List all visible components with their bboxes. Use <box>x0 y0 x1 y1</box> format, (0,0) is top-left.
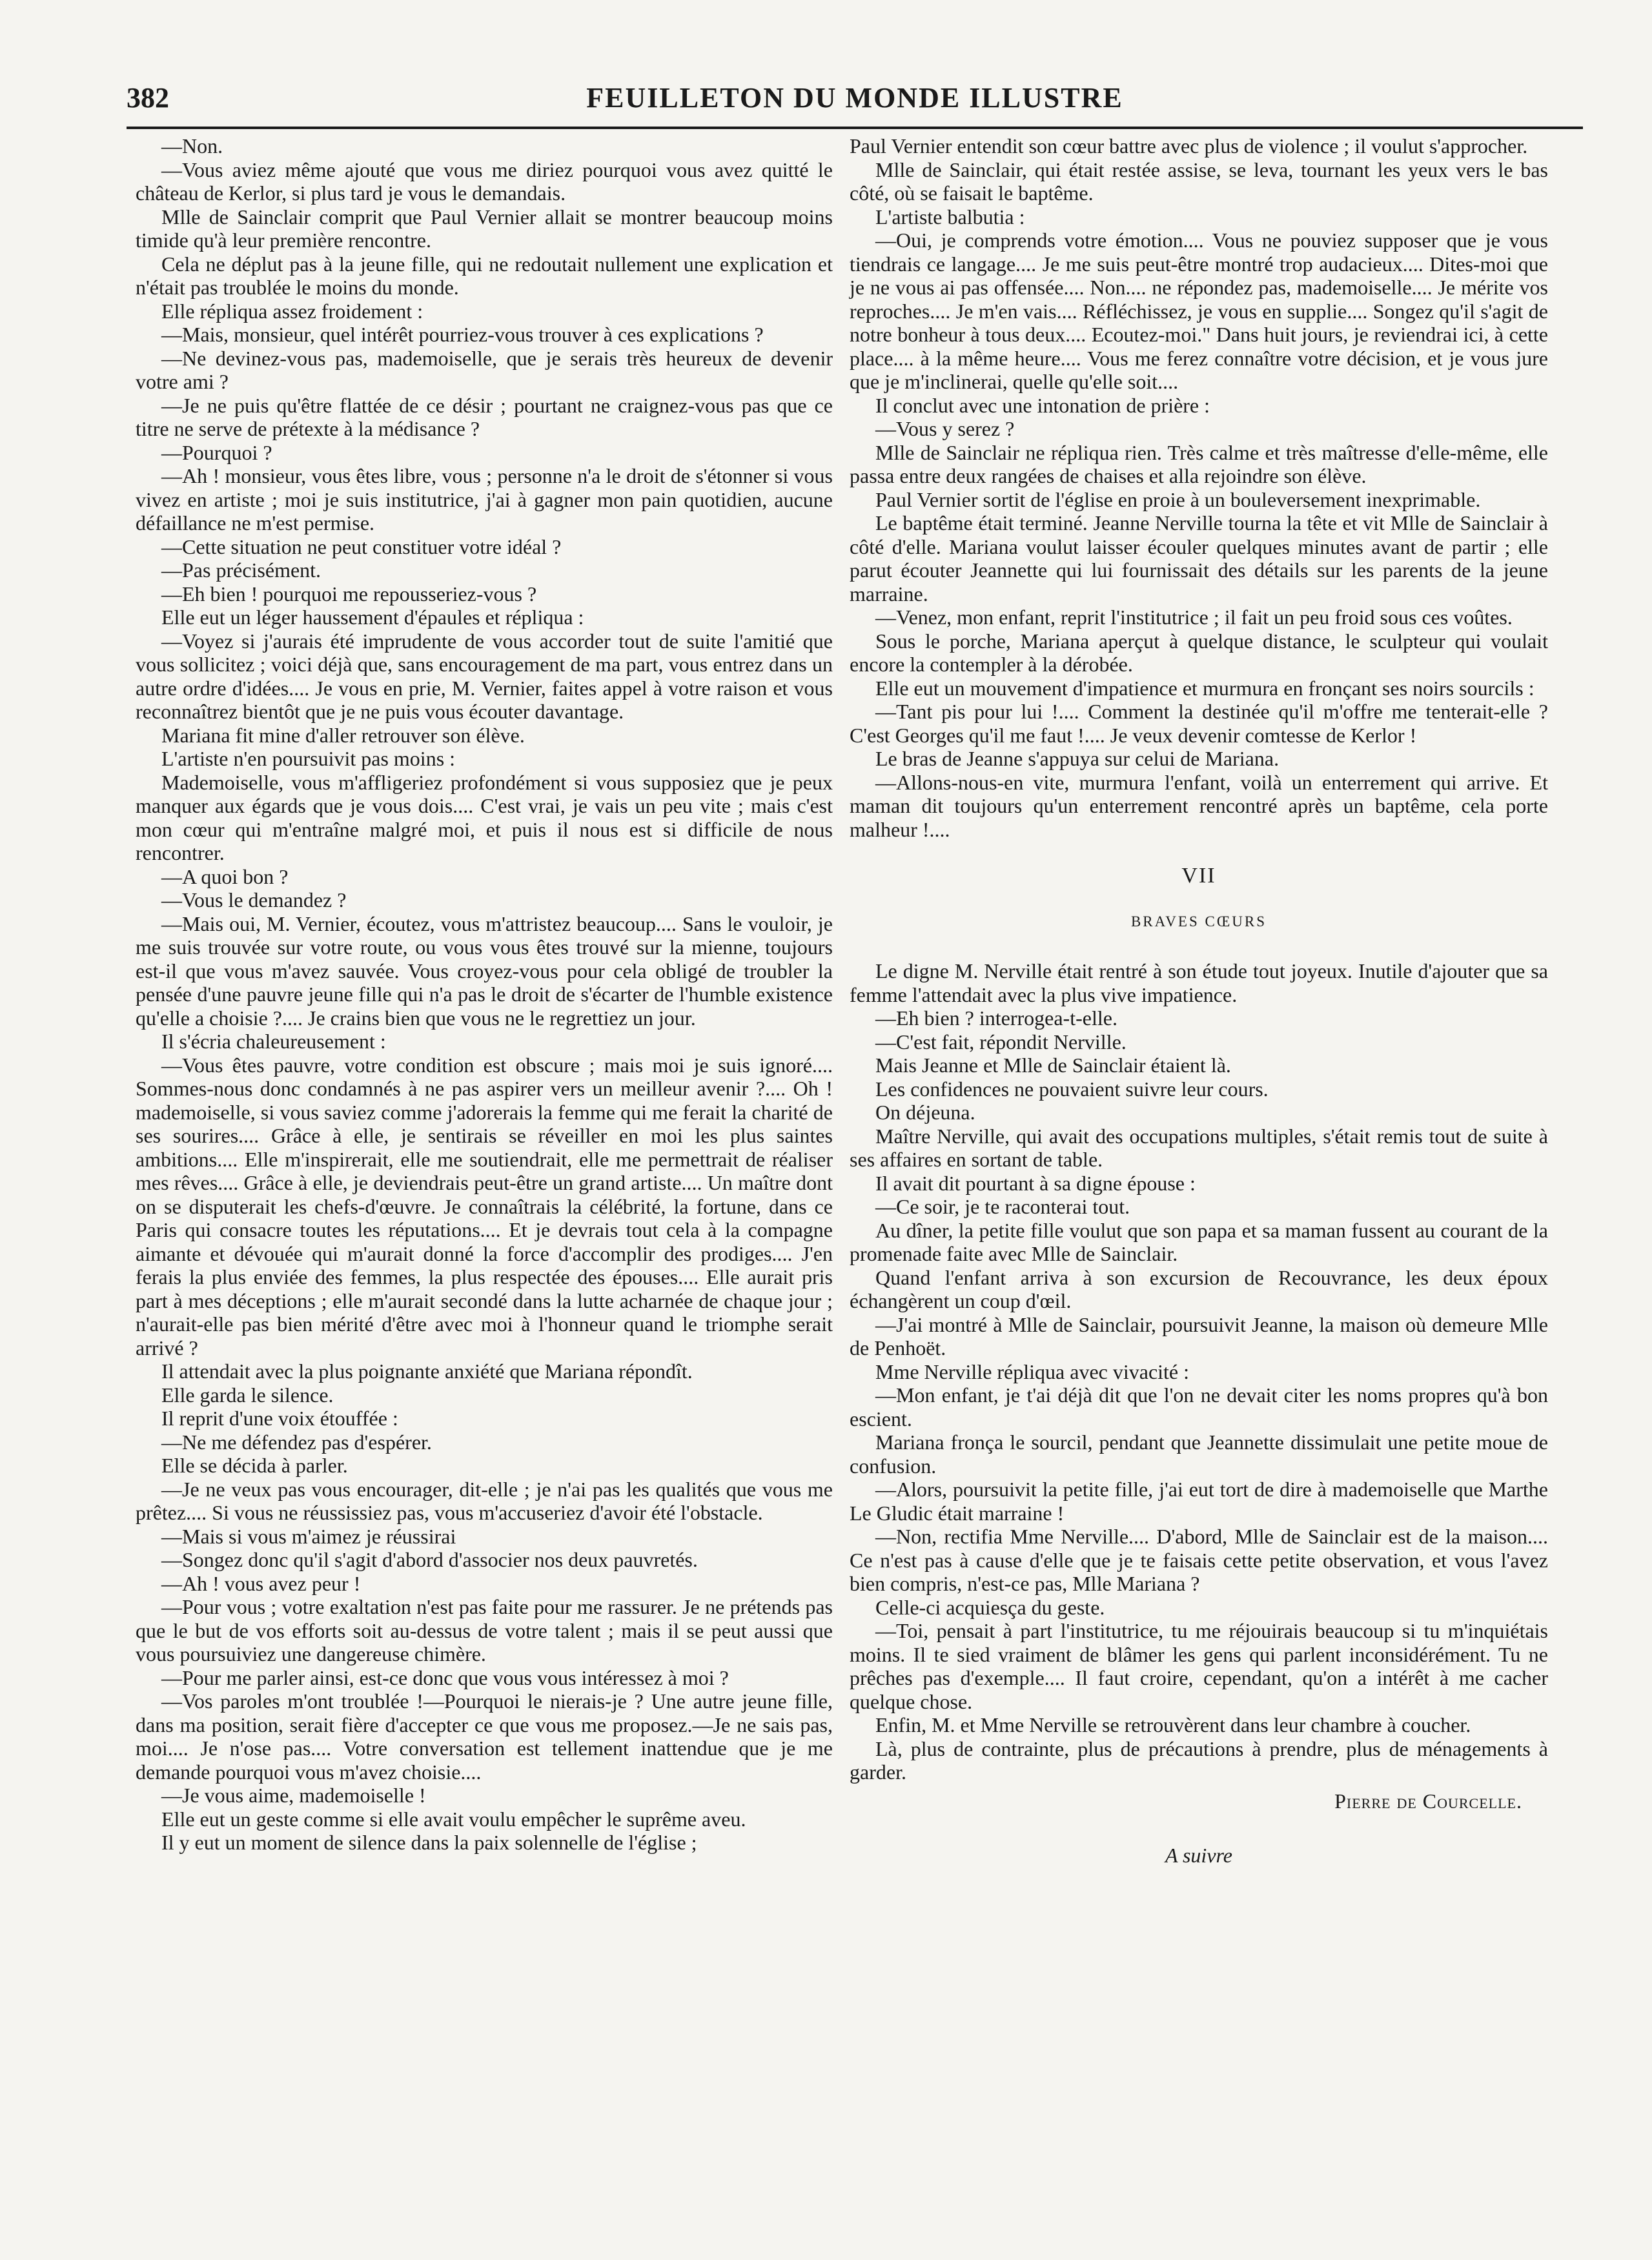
paragraph: Elle eut un léger haussement d'épaules et répliqua : <box>161 606 584 629</box>
right-column <box>850 134 1548 1868</box>
paragraph: Paul Vernier sortit de l'église en proie à un bouleversement inexprimable. <box>875 487 1481 511</box>
paragraph: Là, plus de contrainte, plus de précautions à prendre, plus de ménagements à garder. <box>850 1736 1548 1784</box>
page-number: 382 <box>127 82 169 114</box>
paragraph: —Pas précisément. <box>161 558 321 582</box>
paragraph: —Ne devinez-vous pas, mademoiselle, que je serais très heureux de devenir votre ami ? <box>136 346 833 393</box>
right-column-bottom <box>850 959 1548 1784</box>
paragraph: Les confidences ne pouvaient suivre leur cours. <box>875 1077 1269 1101</box>
paragraph: Il avait dit pourtant à sa digne épouse : <box>875 1171 1196 1195</box>
paragraph: Paul Vernier entendit son cœur battre avec plus de violence ; il voulut s'approcher. <box>850 134 1528 158</box>
paragraph: Mariana fit mine d'aller retrouver son élève. <box>161 723 525 747</box>
paragraph: —Voyez si j'aurais été imprudente de vous accorder tout de suite l'amitié que vous sollicitez ; voici déjà que, sans encouragement de ma part, vous entrez dans un autre ordre d'idées.... Je vous en prie, M. Vernier, faites appel à votre raison et vous reconnaîtrez bientôt que je ne puis vous écouter davantage. <box>136 629 833 723</box>
paragraph: —Je vous aime, mademoiselle ! <box>161 1784 426 1807</box>
right-column-top <box>850 134 1548 841</box>
paragraph: Mlle de Sainclair comprit que Paul Vernier allait se montrer beaucoup moins timide qu'à leur première rencontre. <box>136 205 833 252</box>
paragraph: L'artiste n'en poursuivit pas moins : <box>161 747 456 770</box>
paragraph: —Cette situation ne peut constituer votre idéal ? <box>161 534 562 558</box>
paragraph: —Je ne puis qu'être flattée de ce désir ; pourtant ne craignez-vous pas que ce titre ne serve de prétexte à la médisance ? <box>136 393 833 440</box>
paragraph: Mais Jeanne et Mlle de Sainclair étaient là. <box>875 1054 1231 1077</box>
paragraph: —Mais si vous m'aimez je réussirai <box>161 1524 456 1548</box>
paragraph: —Pourquoi ? <box>161 440 272 464</box>
paragraph: —Vous y serez ? <box>875 417 1015 440</box>
paragraph: Mariana fronça le sourcil, pendant que Jeannette dissimulait une petite moue de confusion. <box>850 1430 1548 1478</box>
paragraph: Sous le porche, Mariana aperçut à quelque distance, le sculpteur qui voulait encore la contempler à la dérobée. <box>850 629 1548 676</box>
paragraph: —Non, rectifia Mme Nerville.... D'abord, Mlle de Sainclair est de la maison.... Ce n'est pas à cause d'elle que je te faisais cette petite observation, et vous l'avez bien compris, n'est-ce pas, Mlle Mariana ? <box>850 1525 1548 1595</box>
paragraph: Mlle de Sainclair, qui était restée assise, se leva, tournant les yeux vers le bas côté, où se faisait le baptême. <box>850 158 1548 205</box>
paragraph: Celle-ci acquiesça du geste. <box>875 1595 1105 1619</box>
paragraph: —Eh bien ? interrogea-t-elle. <box>875 1006 1117 1030</box>
page-header <box>127 79 1583 117</box>
paragraph: —Vous le demandez ? <box>161 888 347 911</box>
paragraph: —Allons-nous-en vite, murmura l'enfant, voilà un enterrement qui arrive. Et maman dit toujours qu'un enterrement rencontré après un baptême, cela porte malheur !.... <box>850 770 1548 841</box>
paragraph: Le digne M. Nerville était rentré à son étude tout joyeux. Inutile d'ajouter que sa femme l'attendait avec la plus vive impatience. <box>850 959 1548 1006</box>
paragraph: —Pour vous ; votre exaltation n'est pas faite pour me rassurer. Je ne prétends pas que le but de vos efforts soit au-dessus de votre talent ; mais il se peut aussi que vous poursuiviez une dangereuse chimère. <box>136 1595 833 1665</box>
paragraph: L'artiste balbutia : <box>875 205 1025 229</box>
paragraph: —Ne me défendez pas d'espérer. <box>161 1430 432 1454</box>
paragraph: Elle répliqua assez froidement : <box>161 299 423 323</box>
paragraph: —Songez donc qu'il s'agit d'abord d'associer nos deux pauvretés. <box>161 1548 698 1571</box>
paragraph: —Mon enfant, je t'ai déjà dit que l'on ne devait citer les noms propres qu'à bon escient. <box>850 1383 1548 1430</box>
paragraph: —Eh bien ! pourquoi me repousseriez-vous ? <box>161 582 537 606</box>
paragraph: —C'est fait, répondit Nerville. <box>875 1030 1127 1054</box>
paragraph: Quand l'enfant arriva à son excursion de Recouvrance, les deux époux échangèrent un coup d'œil. <box>850 1265 1548 1312</box>
paragraph: —Mais, monsieur, quel intérêt pourriez-vous trouver à ces explications ? <box>161 323 764 346</box>
header-rule <box>127 127 1583 129</box>
paragraph: Le baptême était terminé. Jeanne Nerville tourna la tête et vit Mlle de Sainclair à côté d'elle. Mariana voulut laisser écouler quelques minutes avant de partir ; elle parut écouter Jeannette qui lui fournissait des détails sur les parents de la jeune marraine. <box>850 511 1548 606</box>
paragraph: Au dîner, la petite fille voulut que son papa et sa maman fussent au courant de la promenade faite avec Mlle de Sainclair. <box>850 1218 1548 1265</box>
paragraph: Enfin, M. et Mme Nerville se retrouvèrent dans leur chambre à coucher. <box>875 1713 1471 1736</box>
paragraph: —Mais oui, M. Vernier, écoutez, vous m'attristez beaucoup.... Sans le vouloir, je me suis trouvée sur votre route, ou vous vous êtes trouvé sur la mienne, toujours est-il que vous m'avez sauvée. Vous croyez-vous pour cela obligé de troubler la pensée d'une pauvre jeune fille qui n'a pas le droit de s'écarter de l'humble existence qu'elle a choisie ?.... Je crains bien que vous ne le regrettiez un jour. <box>136 911 833 1030</box>
paragraph: —Non. <box>161 134 223 158</box>
paragraph: —Vous aviez même ajouté que vous me diriez pourquoi vous avez quitté le château de Kerlor, si plus tard je vous le demandais. <box>136 158 833 205</box>
left-column <box>136 134 833 1855</box>
paragraph: Il s'écria chaleureusement : <box>161 1030 386 1053</box>
paragraph: —Toi, pensait à part l'institutrice, tu me réjouirais beaucoup si tu m'inquiétais moins. Il te sied vraiment de blâmer les gens qui parlent inconsidérément. Tu ne prêches pas d'exemple.... Il faut croire, cependant, qu'on a intérêt à me cacher quelque chose. <box>850 1619 1548 1713</box>
paragraph: —Vos paroles m'ont troublée !—Pourquoi le nierais-je ? Une autre jeune fille, dans ma position, serait fière d'accepter ce que vous me proposez.—Je ne sais pas, moi.... Je n'ose pas.... Votre conversation est tellement inattendue que je me demande pourquoi vous m'avez choisie.... <box>136 1689 833 1784</box>
paragraph: —Ah ! vous avez peur ! <box>161 1571 361 1595</box>
paragraph: Maître Nerville, qui avait des occupations multiples, s'était remis tout de suite à ses affaires en sortant de table. <box>850 1124 1548 1171</box>
paragraph: Cela ne déplut pas à la jeune fille, qui ne redoutait nullement une explication et n'était pas troublée le moins du monde. <box>136 252 833 299</box>
paragraph: Elle garda le silence. <box>161 1383 334 1407</box>
to-be-continued: A suivre <box>1165 1844 1232 1867</box>
paragraph: —J'ai montré à Mlle de Sainclair, poursuivit Jeanne, la maison où demeure Mlle de Penhoët. <box>850 1312 1548 1359</box>
paragraph: Il conclut avec une intonation de prière : <box>875 393 1210 417</box>
chapter-title: BRAVES CŒURS <box>1130 913 1267 930</box>
paragraph: Il y eut un moment de silence dans la paix solennelle de l'église ; <box>161 1831 697 1854</box>
paragraph: —Vous êtes pauvre, votre condition est obscure ; mais moi je suis ignoré.... Sommes-nous donc condamnés à ne pas aspirer vers un meilleur avenir ?.... Oh ! mademoiselle, si vous saviez comme j'adorerais la femme qui me ferait la charité de ses sourires.... Grâce à elle, je sentirais se réveiller en moi les plus saintes ambitions.... Elle m'inspirerait, elle me soutiendrait, elle me permettrait de réaliser mes rêves.... Grâce à elle, je deviendrais peut-être un grand artiste.... Un maître dont on se disputerait les chefs-d'œuvre. Je connaîtrais la célébrité, la fortune, dans ce Paris qui consacre toutes les réputations.... Et je devrais tout cela à la compagne aimante et dévouée qui m'aurait donné la force d'accomplir des prodiges.... J'en ferais la plus enviée des femmes, la plus respectée des épouses.... Elle aurait pris part à mes déceptions ; elle m'aurait secondé dans la lutte acharnée de chaque jour ; n'aurait-elle pas bien mérité d'être avec moi à l'honneur quand le triomphe serait arrivé ? <box>136 1053 833 1359</box>
paragraph: Mademoiselle, vous m'affligeriez profondément si vous supposiez que je peux manquer aux égards que je vous dois.... C'est vrai, je vais un peu vite ; mais c'est mon cœur qui m'entraîne malgré moi, et puis il nous est si difficile de nous rencontrer. <box>136 770 833 864</box>
paragraph: Elle se décida à parler. <box>161 1454 348 1477</box>
paragraph: —A quoi bon ? <box>161 864 289 888</box>
author-signature: Pierre de Courcelle. <box>1334 1789 1522 1813</box>
paragraph: Il attendait avec la plus poignante anxiété que Mariana répondît. <box>161 1359 693 1383</box>
paragraph: —Oui, je comprends votre émotion.... Vous ne pouviez supposer que je vous tiendrais ce langage.... Je me suis peut-être montré trop audacieux.... Dites-moi que je ne vous ai pas offensée.... Non.... ne répondez pas, mademoiselle.... Je mérite vos reproches.... Je m'en vais.... Réfléchissez, je vous en supplie.... Songez qu'il s'agit de notre bonheur à tous deux.... Ecoutez-moi." Dans huit jours, je reviendrai ici, à cette place.... à la même heure.... Vous me ferez connaître votre décision, et je vous jure que je m'inclinerai, quelle qu'elle soit.... <box>850 229 1548 393</box>
paragraph: Elle eut un geste comme si elle avait voulu empêcher le suprême aveu. <box>161 1807 746 1831</box>
paragraph: Il reprit d'une voix étouffée : <box>161 1407 398 1430</box>
paragraph: —Venez, mon enfant, reprit l'institutrice ; il fait un peu froid sous ces voûtes. <box>875 606 1513 629</box>
paragraph: —Tant pis pour lui !.... Comment la destinée qu'il m'offre me tenterait-elle ? C'est Georges qu'il me faut !.... Je veux devenir comtesse de Kerlor ! <box>850 700 1548 747</box>
paragraph: Mme Nerville répliqua avec vivacité : <box>875 1359 1190 1383</box>
paragraph: —Pour me parler ainsi, est-ce donc que vous vous intéressez à moi ? <box>161 1665 729 1689</box>
paragraph: —Ce soir, je te raconterai tout. <box>875 1195 1130 1218</box>
paragraph: Elle eut un mouvement d'impatience et murmura en fronçant ses noirs sourcils : <box>875 676 1535 700</box>
paragraph: Le bras de Jeanne s'appuya sur celui de Mariana. <box>875 747 1280 770</box>
paragraph: Mlle de Sainclair ne répliqua rien. Très calme et très maîtresse d'elle-même, elle passa entre deux rangées de chaises et alla rejoindre son élève. <box>850 440 1548 487</box>
running-title: FEUILLETON DU MONDE ILLUSTRE <box>586 82 1123 114</box>
paragraph: —Alors, poursuivit la petite fille, j'ai eut tort de dire à mademoiselle que Marthe Le Gludic était marraine ! <box>850 1478 1548 1525</box>
paragraph: On déjeuna. <box>875 1101 975 1124</box>
paragraph: —Je ne veux pas vous encourager, dit-elle ; je n'ai pas les qualités que vous me prêtez.... Si vous ne réussissiez pas, vous m'accuseriez d'avoir été l'obstacle. <box>136 1477 833 1524</box>
chapter-number: VII <box>1181 864 1216 888</box>
paragraph: —Ah ! monsieur, vous êtes libre, vous ; personne n'a le droit de s'étonner si vous vivez en artiste ; moi je suis institutrice, j'ai à gagner mon pain quotidien, aucune défaillance ne m'est permise. <box>136 464 833 534</box>
